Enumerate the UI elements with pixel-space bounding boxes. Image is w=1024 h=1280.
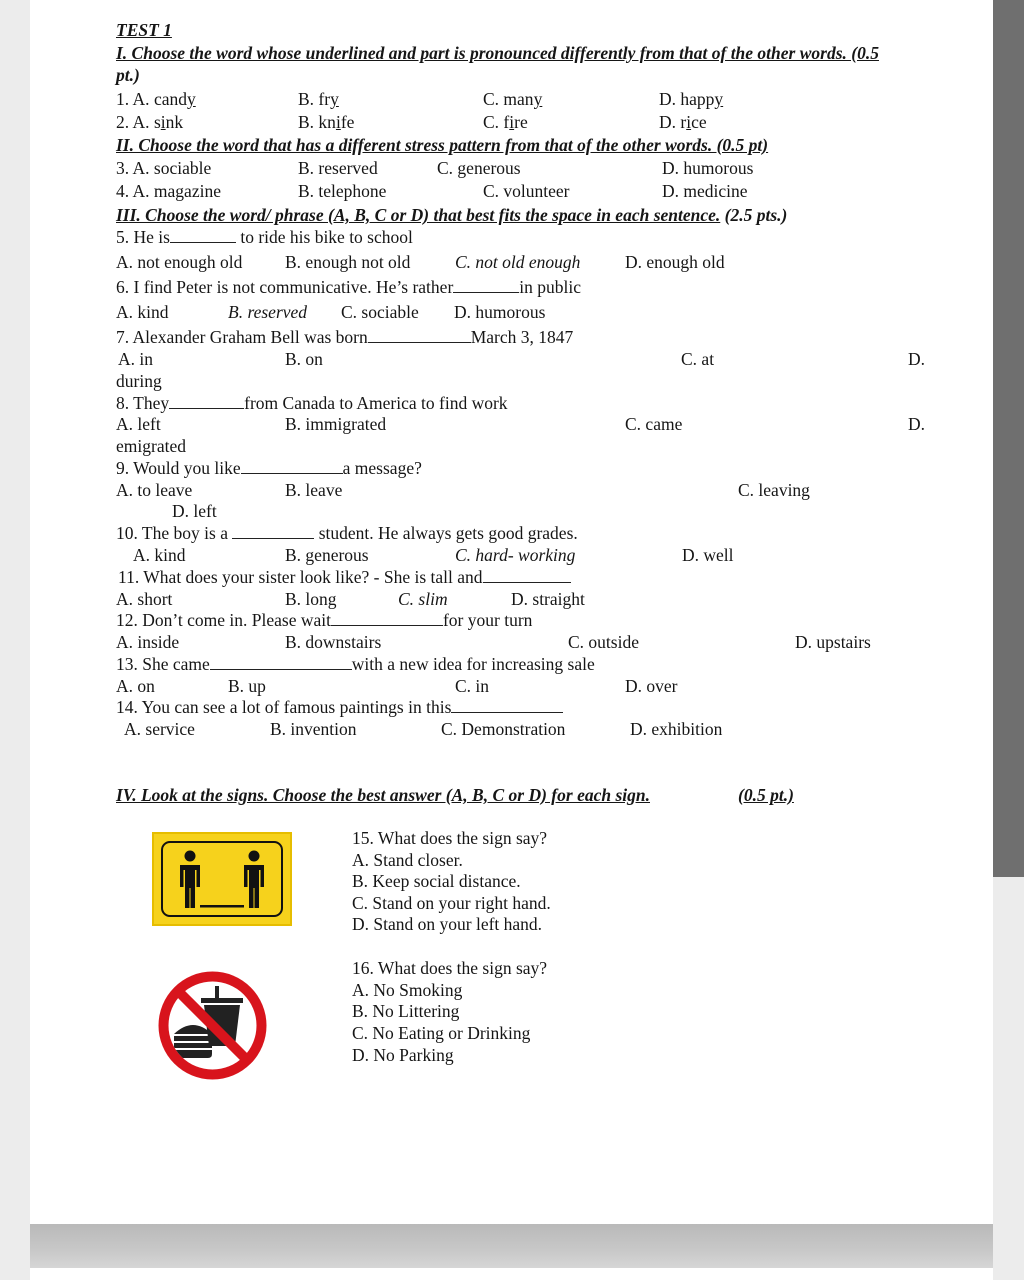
q16-option-d: D. No Parking [352,1045,454,1065]
q14-option-b: B. invention [270,719,357,739]
q16-option-c: C. No Eating or Drinking [352,1023,531,1043]
q7-option-b: B. on [285,349,323,369]
q15-option-b: B. Keep social distance. [352,871,521,891]
scrollbar[interactable] [993,0,1024,877]
q8-option-d-text: emigrated [116,436,186,456]
q13-stem: 13. She came with a new idea for increasing sale [116,654,595,674]
q7-stem: 7. Alexander Graham Bell was born March 3, 1847 [116,327,574,347]
q3-option-b: B. reserved [298,158,378,178]
q16-option-b: B. No Littering [352,1001,460,1021]
q9-option-c: C. leaving [738,480,810,500]
q5-stem: 5. He is to ride his bike to school [116,227,413,247]
q4-option-d: D. medicine [662,181,748,201]
q4-option-c: C. volunteer [483,181,570,201]
q15-option-c: C. Stand on your right hand. [352,893,551,913]
q13-option-a: A. on [116,676,155,696]
q7-option-c: C. at [681,349,715,369]
page-gap [30,1224,993,1268]
q6-option-d: D. humorous [454,302,546,322]
q10-option-b: B. generous [285,545,369,565]
q2-option-b: B. knife [298,112,355,132]
q14-stem: 14. You can see a lot of famous paintings in this [116,696,563,718]
q15-option-a: A. Stand closer. [352,850,463,870]
q3-option-a: 3. A. sociable [116,158,212,178]
q5-option-b: B. enough not old [285,252,411,272]
q3-option-d: D. humorous [662,158,754,178]
q11-option-a: A. short [116,589,173,609]
section2-heading: II. Choose the word that has a different stress pattern from that of the other words. (0.5 pt) [116,135,769,155]
q10-stem: 10. The boy is a student. He always gets good grades. [116,523,578,543]
q5-option-a: A. not enough old [116,252,243,272]
q13-option-d: D. over [625,676,678,696]
q4-option-b: B. telephone [298,181,387,201]
q8-option-c: C. came [625,414,683,434]
q13-option-b: B. up [228,676,266,696]
q1-option-a: 1. A. candy [116,89,196,109]
q15-option-d: D. Stand on your left hand. [352,914,543,934]
section3-heading: III. Choose the word/ phrase (A, B, C or D) that best fits the space in each sentence. (2.5 pts.) [116,205,788,225]
q4-option-a: 4. A. magazine [116,181,221,201]
q7-option-d-text: during [116,371,162,391]
q12-stem: 12. Don’t come in. Please wait for your turn [116,610,533,630]
q6-option-a: A. kind [116,302,169,322]
q11-option-b: B. long [285,589,337,609]
q12-option-b: B. downstairs [285,632,382,652]
q7-option-d: D. [908,349,926,369]
q16-option-a: A. No Smoking [352,980,463,1000]
q2-option-c: C. fire [483,112,528,132]
q12-option-d: D. upstairs [795,632,871,652]
q11-option-d: D. straight [511,589,585,609]
q14-option-a: A. service [124,719,195,739]
q12-option-a: A. inside [116,632,180,652]
q7-option-a: A. in [118,349,153,369]
section1-heading-cont: pt.) [116,65,140,85]
q10-option-d: D. well [682,545,734,565]
q8-option-d: D. [908,414,926,434]
q15-question: 15. What does the sign say? [352,828,548,848]
q16-question: 16. What does the sign say? [352,958,548,978]
q1-option-c: C. many [483,89,543,109]
q14-option-d: D. exhibition [630,719,723,739]
section1-heading: I. Choose the word whose underlined and part is pronounced differently from that of the other words. (0.5 [116,43,879,63]
q10-option-c: C. hard- working [455,545,576,565]
section4-points: (0.5 pt.) [738,785,794,805]
q3-option-c: C. generous [437,158,521,178]
q5-option-c: C. not old enough [455,252,581,272]
q8-stem: 8. They from Canada to America to find work [116,393,508,413]
q11-option-c: C. slim [398,589,448,609]
q10-option-a: A. kind [133,545,186,565]
next-page-edge [30,1268,993,1280]
q8-option-a: A. left [116,414,161,434]
q9-option-a: A. to leave [116,480,193,500]
test-title: TEST 1 [116,20,172,40]
q14-option-c: C. Demonstration [441,719,566,739]
q6-option-c: C. sociable [341,302,419,322]
q1-option-b: B. fry [298,89,339,109]
q9-stem: 9. Would you like a message? [116,458,422,478]
q6-stem: 6. I find Peter is not communicative. He’s rather in public [116,277,582,297]
q9-option-d: D. left [172,501,217,521]
q2-option-d: D. rice [659,112,707,132]
q9-option-b: B. leave [285,480,343,500]
no-food-drink-icon [151,964,274,1087]
q12-option-c: C. outside [568,632,639,652]
q2-option-a: 2. A. sink [116,112,184,132]
q8-option-b: B. immigrated [285,414,387,434]
q6-option-b: B. reserved [228,302,308,322]
q5-option-d: D. enough old [625,252,725,272]
q13-option-c: C. in [455,676,490,696]
q11-stem: 11. What does your sister look like? - She is tall and [118,566,571,588]
section4-heading: IV. Look at the signs. Choose the best answer (A, B, C or D) for each sign. [116,785,650,805]
two-people-distance-icon [152,832,292,926]
q1-option-d: D. happy [659,89,724,109]
